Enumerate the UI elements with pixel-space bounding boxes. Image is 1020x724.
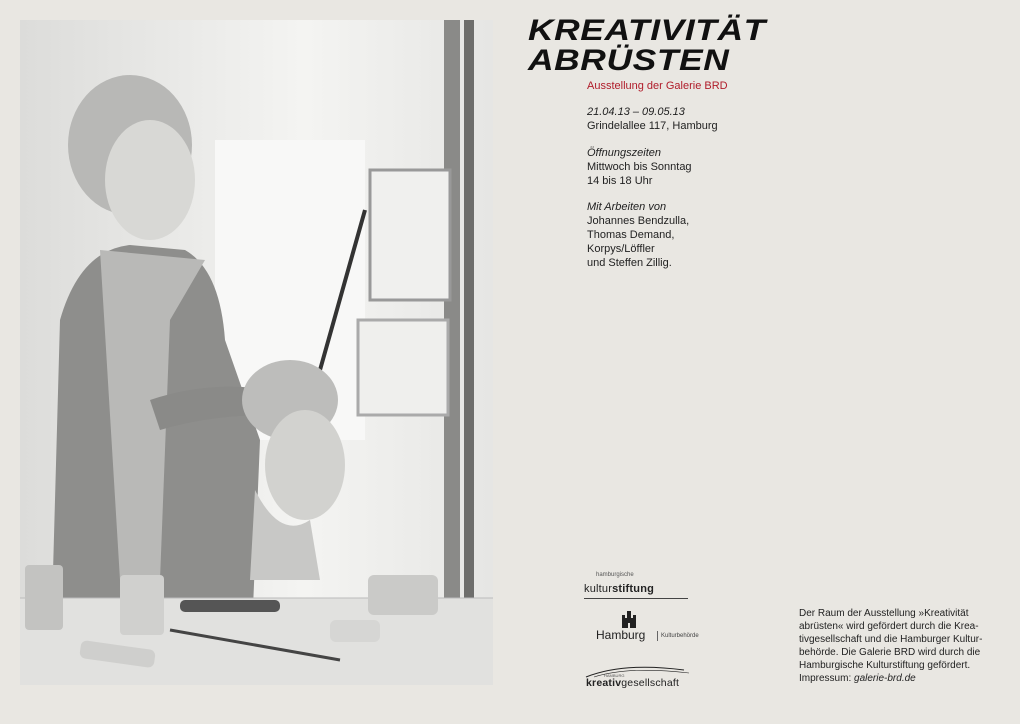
kreativ-small-text: HAMBURG xyxy=(604,673,625,678)
kulturstiftung-light: kultur xyxy=(584,583,613,595)
hamburg-name: Hamburg xyxy=(596,628,646,642)
kulturstiftung-bold: stiftung xyxy=(612,583,655,595)
exhibition-dates: 21.04.13 – 09.05.13 xyxy=(587,106,685,118)
kreativgesellschaft-logo xyxy=(584,664,704,690)
portrait-photo-icon xyxy=(20,20,493,685)
hours-days: Mittwoch bis Sonntag xyxy=(587,161,692,173)
dates-block xyxy=(587,105,807,133)
opening-hours-block xyxy=(587,146,807,188)
kulturstiftung-wordmark xyxy=(584,583,654,595)
title-line-1: KREATIVITÄT xyxy=(528,14,766,47)
hours-time: 14 bis 18 Uhr xyxy=(587,175,653,187)
hamburg-dept: Kulturbehörde xyxy=(661,633,699,639)
swoosh-icon xyxy=(584,664,694,678)
hamburg-kulturbehoerde-logo xyxy=(596,610,716,646)
title-line-2: ABRÜSTEN xyxy=(528,44,730,77)
artist-name: Korpys/Löffler xyxy=(587,243,655,255)
artists-heading: Mit Arbeiten von xyxy=(587,201,667,213)
kulturstiftung-underline xyxy=(584,598,688,599)
hours-heading: Öffnungszeiten xyxy=(587,147,661,159)
exhibition-address: Grindelallee 117, Hamburg xyxy=(587,120,718,132)
castle-icon xyxy=(620,610,638,628)
kulturstiftung-logo xyxy=(584,572,694,599)
kreativ-wordmark xyxy=(586,677,679,689)
credits-line: tivgesellschaft und die Hamburger Kultur- xyxy=(799,634,983,645)
artist-name: Johannes Bendzulla, xyxy=(587,215,690,227)
credits-line: abrüsten« wird gefördert durch die Krea- xyxy=(799,621,979,632)
kreativ-light: gesellschaft xyxy=(621,677,680,689)
credits-line: behörde. Die Galerie BRD wird durch die xyxy=(799,647,981,658)
artists-block xyxy=(587,200,807,270)
impressum-label: Impressum: xyxy=(799,673,852,684)
artist-name: und Steffen Zillig. xyxy=(587,257,672,269)
impressum-line xyxy=(799,672,1004,685)
exhibition-photo xyxy=(20,20,493,685)
credits-text xyxy=(799,607,1004,685)
artist-name: Thomas Demand, xyxy=(587,229,675,241)
credits-line: Der Raum der Ausstellung »Kreativität xyxy=(799,608,969,619)
credits-line: Hamburgische Kulturstiftung gefördert. xyxy=(799,660,971,671)
exhibition-title xyxy=(528,16,766,76)
exhibition-subtitle: Ausstellung der Galerie BRD xyxy=(587,80,728,92)
logo-divider xyxy=(657,631,658,641)
kreativ-bold: kreativ xyxy=(586,677,622,689)
impressum-link[interactable]: galerie-brd.de xyxy=(854,673,916,684)
kulturstiftung-small-text: hamburgische xyxy=(596,572,634,578)
